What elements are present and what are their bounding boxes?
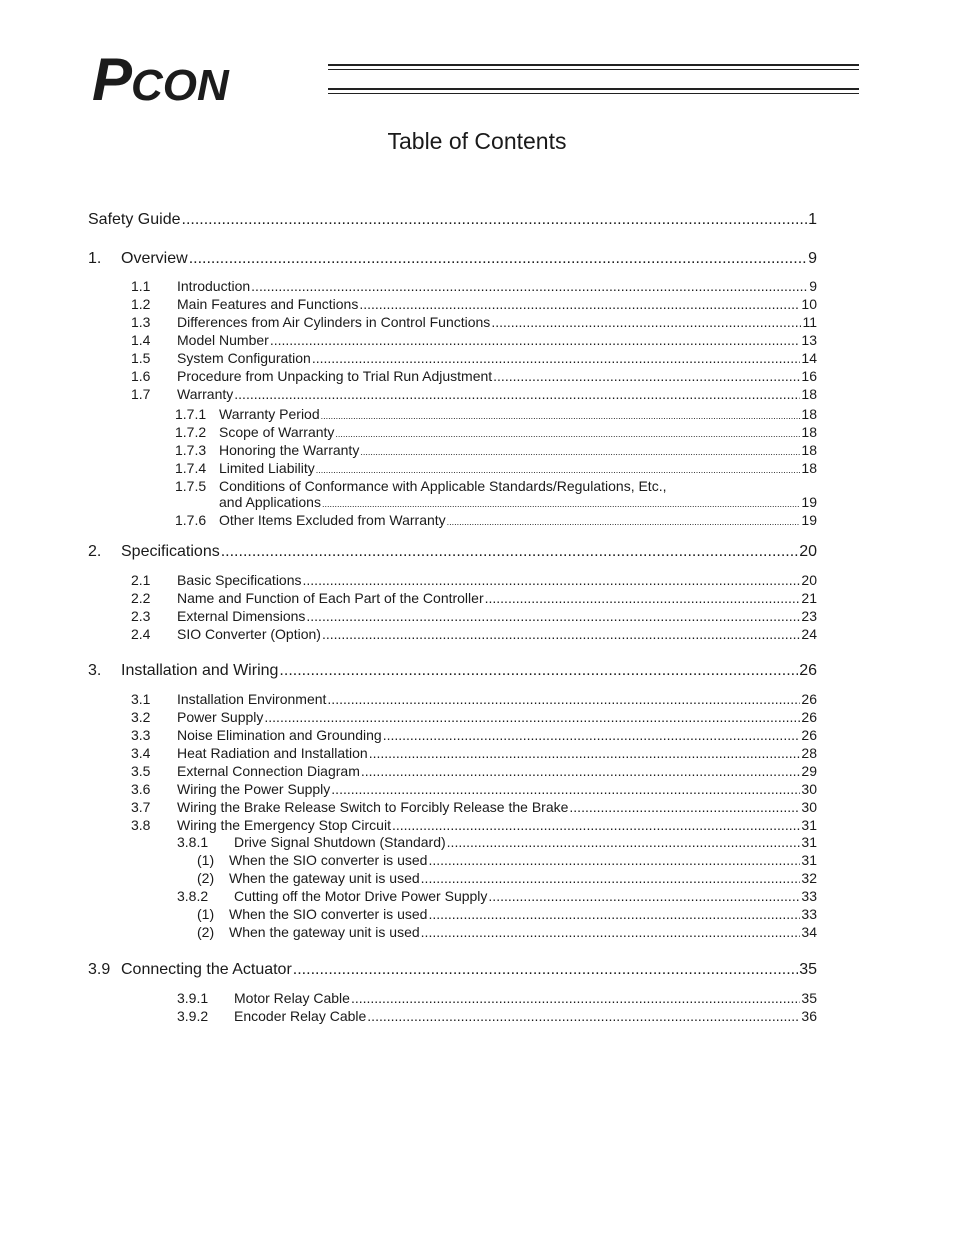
toc-page-number: 26 [801,727,817,743]
toc-label: SIO Converter (Option) [177,626,321,642]
toc-entry-3-4[interactable] [131,745,817,761]
toc-number: 2.4 [131,626,151,642]
toc-label: Conditions of Conformance with Applicable Standards/Regulations, Etc., [219,478,667,494]
toc-page-number: 24 [801,626,817,642]
toc-page-number: 32 [801,870,817,886]
toc-page-number: 26 [801,691,817,707]
toc-number: 3. [88,662,102,679]
toc-page-number: 18 [801,386,817,402]
toc-number: (1) [197,852,215,868]
toc-entry-2-1[interactable] [131,572,817,588]
leader-dots [392,817,800,833]
toc-number: (2) [197,870,215,886]
leader-dots [351,990,800,1006]
toc-entry-1-7-4[interactable] [175,460,817,476]
toc-label: Power Supply [177,709,264,725]
toc-label: When the gateway unit is used [229,870,420,886]
toc-label: Introduction [177,278,251,294]
toc-number: 2.3 [131,608,151,624]
toc-entry-3-8-1[interactable] [177,834,817,850]
leader-dots [383,727,801,743]
leader-dots [428,906,800,922]
logo-letters-con: CON [131,61,229,110]
toc-page-number: 18 [801,442,817,458]
leader-dots [327,691,800,707]
toc-number: 3.6 [131,781,151,797]
toc-number: 1.2 [131,296,151,312]
toc-number: 1.1 [131,278,151,294]
toc-entry-3-2[interactable] [131,709,817,725]
toc-label: System Configuration [177,350,311,366]
toc-page-number: 35 [799,961,817,978]
toc-page-number: 30 [801,799,817,815]
toc-page-number: 19 [801,512,817,528]
toc-page-number: 31 [801,852,817,868]
leader-dots [447,834,801,850]
toc-label: Heat Radiation and Installation [177,745,368,761]
toc-entry-3-5[interactable] [131,763,817,779]
leader-dots [359,296,800,312]
toc-number: 3.4 [131,745,151,761]
toc-number: 1.7.1 [175,406,207,422]
leader-dots [485,590,801,606]
toc-number: 1.7.5 [175,478,207,494]
toc-number: 3.7 [131,799,151,815]
toc-label: Warranty [177,386,234,402]
leader-dots [221,543,798,561]
leader-dots [306,608,800,624]
toc-page-number: 14 [801,350,817,366]
toc-label: Wiring the Brake Release Switch to Forcibly Release the Brake [177,799,569,815]
toc-page-number: 18 [801,424,817,440]
toc-entry-2-2[interactable] [131,590,817,606]
toc-page-number: 11 [802,314,817,330]
toc-number: 1.7.4 [175,460,207,476]
toc-label: Scope of Warranty [219,424,335,440]
toc-label: Overview [121,250,188,267]
toc-page-number: 1 [808,211,817,228]
logo-letter-p: P [92,46,132,113]
toc-label: Warranty Period [219,406,320,422]
leader-dots [251,278,808,294]
toc-entry-overview[interactable] [88,250,817,268]
toc-page-number: 20 [799,543,817,560]
toc-number: 1.7 [131,386,151,402]
leader-dots [447,517,801,527]
toc-entry-1-7-3[interactable] [175,442,817,458]
toc-page-number: 30 [801,781,817,797]
toc-label: Procedure from Unpacking to Trial Run Adjustment [177,368,493,384]
leader-dots [322,499,800,509]
leader-dots [312,350,801,366]
leader-dots [322,626,800,642]
toc-entry-1-7-5[interactable] [175,478,666,494]
toc-number: 1.3 [131,314,151,330]
toc-label: Cutting off the Motor Drive Power Supply [234,888,488,904]
toc-number: 1.6 [131,368,151,384]
toc-page-number: 28 [801,745,817,761]
toc-number: 3.9 [88,961,111,978]
toc-number: 3.2 [131,709,151,725]
toc-label: Name and Function of Each Part of the Controller [177,590,484,606]
toc-entry-1-7-5-continued[interactable] [219,494,817,510]
toc-label: Drive Signal Shutdown (Standard) [234,834,446,850]
toc-entry-1-4[interactable] [131,332,817,348]
toc-number: 3.8.1 [177,834,209,850]
toc-entry-1-6[interactable] [131,368,817,384]
leader-dots [369,745,801,761]
toc-label: Installation Environment [177,691,327,707]
toc-entry-1-1[interactable] [131,278,817,294]
leader-dots [428,852,800,868]
toc-label: When the gateway unit is used [229,924,420,940]
toc-label: Safety Guide [88,211,181,228]
leader-dots [488,888,800,904]
toc-entry-1-7-6[interactable] [175,512,817,528]
toc-entry-specifications[interactable] [88,543,817,561]
toc-label: When the SIO converter is used [229,906,428,922]
leader-dots [316,465,801,475]
toc-page-number: 18 [801,460,817,476]
toc-page-number: 26 [799,662,817,679]
toc-page-number: 33 [801,906,817,922]
toc-entry-3-8-2-2[interactable] [197,924,817,940]
leader-dots [569,799,800,815]
toc-number: (1) [197,906,215,922]
leader-dots [421,924,801,940]
toc-label: Installation and Wiring [121,662,279,679]
leader-dots [234,386,800,402]
toc-page-number: 26 [801,709,817,725]
toc-label: Limited Liability [219,460,315,476]
toc-page-number: 20 [801,572,817,588]
leader-dots [293,961,798,979]
toc-entry-3-8-2-1[interactable] [197,906,817,922]
toc-label: Motor Relay Cable [234,990,350,1006]
toc-page-number: 18 [801,406,817,422]
toc-entry-safety-guide[interactable] [88,211,817,229]
toc-number: 1. [88,250,102,267]
leader-dots [321,411,801,421]
toc-number: 2.2 [131,590,151,606]
toc-page-number: 29 [801,763,817,779]
toc-entry-1-7-2[interactable] [175,424,817,440]
toc-entry-1-7-1[interactable] [175,406,817,422]
toc-number: 3.9.1 [177,990,209,1006]
toc-page-number: 16 [801,368,817,384]
toc-entry-1-7[interactable] [131,386,817,402]
leader-dots [491,314,801,330]
toc-entry-2-4[interactable] [131,626,817,642]
toc-label: External Connection Diagram [177,763,360,779]
toc-page-number: 23 [801,608,817,624]
toc-entry-3-6[interactable] [131,781,817,797]
toc-entry-3-8-1-1[interactable] [197,852,817,868]
toc-label: When the SIO converter is used [229,852,428,868]
leader-dots [279,662,798,680]
toc-page-number: 10 [801,296,817,312]
toc-number: 1.7.3 [175,442,207,458]
toc-label: Specifications [121,543,220,560]
leader-dots [335,429,800,439]
toc-label: Basic Specifications [177,572,302,588]
toc-label: Honoring the Warranty [219,442,360,458]
toc-label: Wiring the Power Supply [177,781,331,797]
leader-dots [303,572,801,588]
toc-entry-3-8-2[interactable] [177,888,817,904]
toc-number: 3.1 [131,691,151,707]
toc-number: 3.8 [131,817,151,833]
toc-label: Differences from Air Cylinders in Control Functions [177,314,491,330]
toc-entry-3-1[interactable] [131,691,817,707]
toc-entry-3-8-1-2[interactable] [197,870,817,886]
leader-dots [189,250,807,268]
toc-page-number: 31 [801,817,817,833]
toc-entry-3-3[interactable] [131,727,817,743]
toc-number: 2.1 [131,572,151,588]
toc-entry-2-3[interactable] [131,608,817,624]
toc-label: Main Features and Functions [177,296,359,312]
toc-number: 1.5 [131,350,151,366]
toc-number: 3.5 [131,763,151,779]
toc-label: Connecting the Actuator [121,961,292,978]
leader-dots [270,332,801,348]
toc-number: 1.4 [131,332,151,348]
toc-label: Encoder Relay Cable [234,1008,367,1024]
leader-dots [182,211,808,229]
toc-page-number: 9 [809,278,817,294]
toc-label-continued: and Applications [219,494,321,510]
toc-page-number: 34 [801,924,817,940]
toc-label: External Dimensions [177,608,306,624]
toc-entry-installation-and-wiring[interactable] [88,662,817,680]
toc-number: (2) [197,924,215,940]
leader-dots [331,781,800,797]
leader-dots [421,870,801,886]
leader-dots [361,763,801,779]
toc-entry-1-3[interactable] [131,314,817,330]
page-title: Table of Contents [387,128,567,154]
toc-number: 3.9.2 [177,1008,209,1024]
toc-entry-connecting-the-actuator[interactable] [88,961,817,979]
toc-page-number: 13 [801,332,817,348]
toc-page-number: 33 [801,888,817,904]
toc-entry-3-7[interactable] [131,799,817,815]
toc-page-number: 35 [801,990,817,1006]
toc-page-number: 19 [801,494,817,510]
toc-entry-1-2[interactable] [131,296,817,312]
leader-dots [264,709,800,725]
leader-dots [493,368,800,384]
toc-label: Noise Elimination and Grounding [177,727,382,743]
toc-entry-3-8[interactable] [131,817,817,833]
toc-label: Other Items Excluded from Warranty [219,512,446,528]
toc-entry-3-9-2[interactable] [177,1008,817,1024]
leader-dots [360,447,800,457]
toc-page-number: 31 [801,834,817,850]
toc-number: 2. [88,543,102,560]
toc-page-number: 21 [801,590,817,606]
toc-number: 3.3 [131,727,151,743]
toc-label: Model Number [177,332,269,348]
toc-number: 3.8.2 [177,888,209,904]
toc-label: Wiring the Emergency Stop Circuit [177,817,391,833]
toc-entry-1-5[interactable] [131,350,817,366]
toc-page-number: 9 [808,250,817,267]
toc-number: 1.7.6 [175,512,207,528]
leader-dots [367,1008,800,1024]
toc-page-number: 36 [801,1008,817,1024]
toc-entry-3-9-1[interactable] [177,990,817,1006]
toc-number: 1.7.2 [175,424,207,440]
